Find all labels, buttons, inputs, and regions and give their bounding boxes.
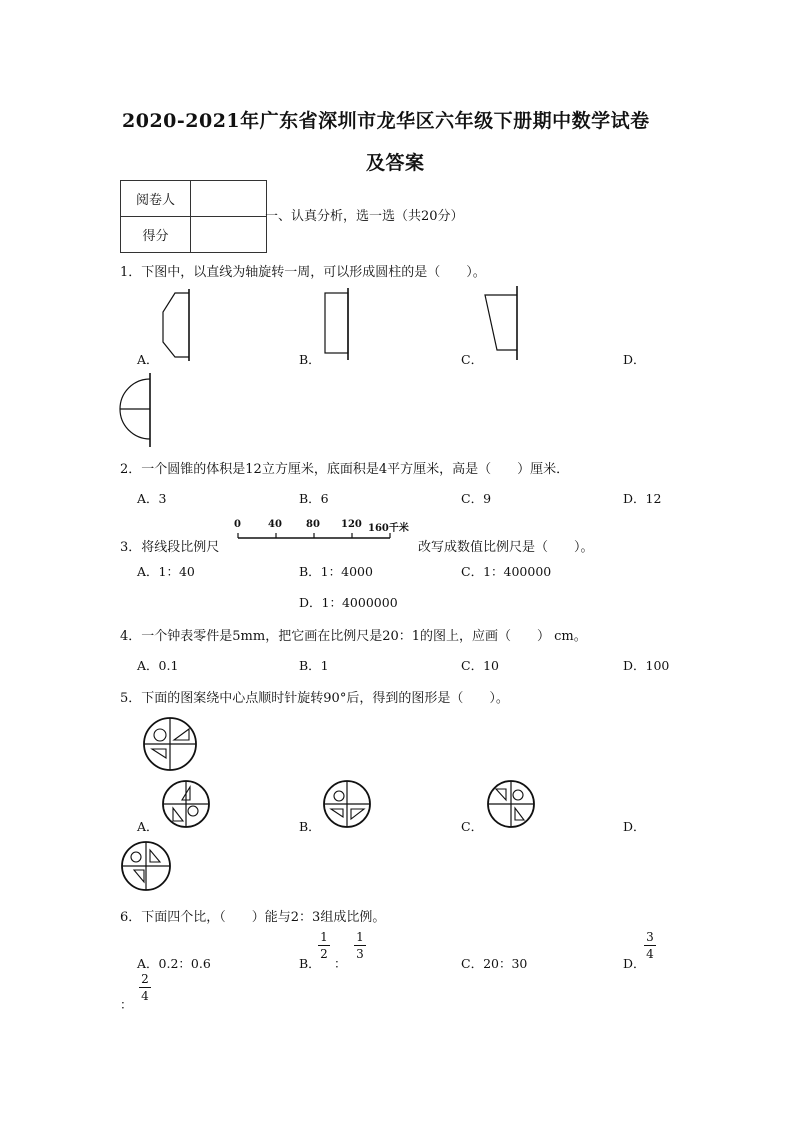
- section-heading: 一、认真分析，选一选（共20分）: [265, 209, 464, 224]
- q1-option-c: C．: [461, 352, 484, 367]
- numerator: 1: [356, 930, 364, 944]
- q6-option-d-prefix: D．: [623, 956, 646, 971]
- q4-option-c: C．10: [461, 658, 499, 673]
- q5-option-b: B．: [299, 819, 321, 834]
- question-3-stem-after: 改写成数值比例尺是（ ）。: [418, 540, 594, 555]
- denominator: 4: [141, 989, 149, 1003]
- q4-option-d: D．100: [623, 658, 670, 673]
- question-4-stem: 4．一个钟表零件是5mm，把它画在比例尺是20：1的图上，应画（ ） cm。: [120, 629, 587, 644]
- q3-option-a: A．1：40: [137, 564, 195, 579]
- q6-option-b-prefix: B．: [299, 956, 321, 971]
- q6-option-b-fraction-2: [354, 930, 366, 961]
- score-table: [120, 180, 267, 253]
- numerator: 3: [646, 930, 654, 944]
- page-title: 2020-2021年广东省深圳市龙华区六年级下册期中数学试卷: [122, 110, 650, 132]
- q3-option-c: C．1：400000: [461, 564, 552, 579]
- scale-label-120: 120: [341, 519, 362, 530]
- q2-option-d: D．12: [623, 491, 662, 506]
- q6-option-b-fraction-1: [318, 930, 330, 961]
- q5-option-c: C．: [461, 819, 484, 834]
- q1-figure-d: [120, 373, 154, 447]
- q6-option-a: A．0.2：0.6: [137, 956, 211, 971]
- scale-label-40: 40: [268, 519, 282, 530]
- q4-option-a: A．0.1: [137, 658, 179, 673]
- scale-label-0: 0: [234, 519, 241, 530]
- q1-figure-b: [322, 288, 352, 360]
- page-title-continued: 及答案: [366, 152, 425, 174]
- question-2-stem: 2．一个圆锥的体积是12立方厘米，底面积是4平方厘米，高是（ ）厘米．: [120, 462, 570, 477]
- q1-figure-c: [484, 286, 520, 360]
- reviewer-cell: [191, 181, 267, 217]
- q1-figure-a: [160, 289, 192, 361]
- score-label: 得分: [121, 217, 191, 253]
- q5-original-pattern: [142, 716, 198, 772]
- q6-option-b-separator: ：: [334, 956, 347, 971]
- q2-option-c: C．9: [461, 491, 492, 506]
- question-1-stem: 1．下图中，以直线为轴旋转一周，可以形成圆柱的是（ ）。: [120, 265, 486, 280]
- question-3-stem-before: 3．将线段比例尺: [120, 540, 220, 555]
- q5-figure-d: [120, 840, 172, 892]
- q5-option-a: A．: [137, 819, 159, 834]
- denominator: 3: [356, 947, 364, 961]
- q3-option-b: B．1：4000: [299, 564, 373, 579]
- numerator: 1: [320, 930, 328, 944]
- q2-option-a: A．3: [137, 491, 167, 506]
- score-cell: [191, 217, 267, 253]
- denominator: 2: [320, 947, 328, 961]
- q2-option-b: B．6: [299, 491, 329, 506]
- q3-option-d: D．1：4000000: [299, 595, 398, 610]
- reviewer-label: 阅卷人: [121, 181, 191, 217]
- q6-option-d-fraction-1: [644, 930, 656, 961]
- q6-option-d-separator: ：: [120, 997, 133, 1012]
- numerator: 2: [141, 972, 149, 986]
- q5-option-d: D．: [623, 819, 646, 834]
- q5-figure-a: [161, 779, 211, 829]
- q6-option-c: C．20：30: [461, 956, 528, 971]
- q1-option-b: B．: [299, 352, 321, 367]
- question-5-stem: 5．下面的图案绕中心点顺时针旋转90°后，得到的图形是（ ）。: [120, 691, 509, 706]
- q5-figure-b: [322, 779, 372, 829]
- q4-option-b: B．1: [299, 658, 329, 673]
- q6-option-d-fraction-2: [139, 972, 151, 1003]
- denominator: 4: [646, 947, 654, 961]
- scale-label-160: 160千米: [368, 523, 409, 534]
- q1-option-d: D．: [623, 352, 646, 367]
- q1-option-a: A．: [137, 352, 159, 367]
- question-6-stem: 6．下面四个比，（ ）能与2：3组成比例。: [120, 910, 386, 925]
- q5-figure-c: [486, 779, 536, 829]
- scale-label-80: 80: [306, 519, 320, 530]
